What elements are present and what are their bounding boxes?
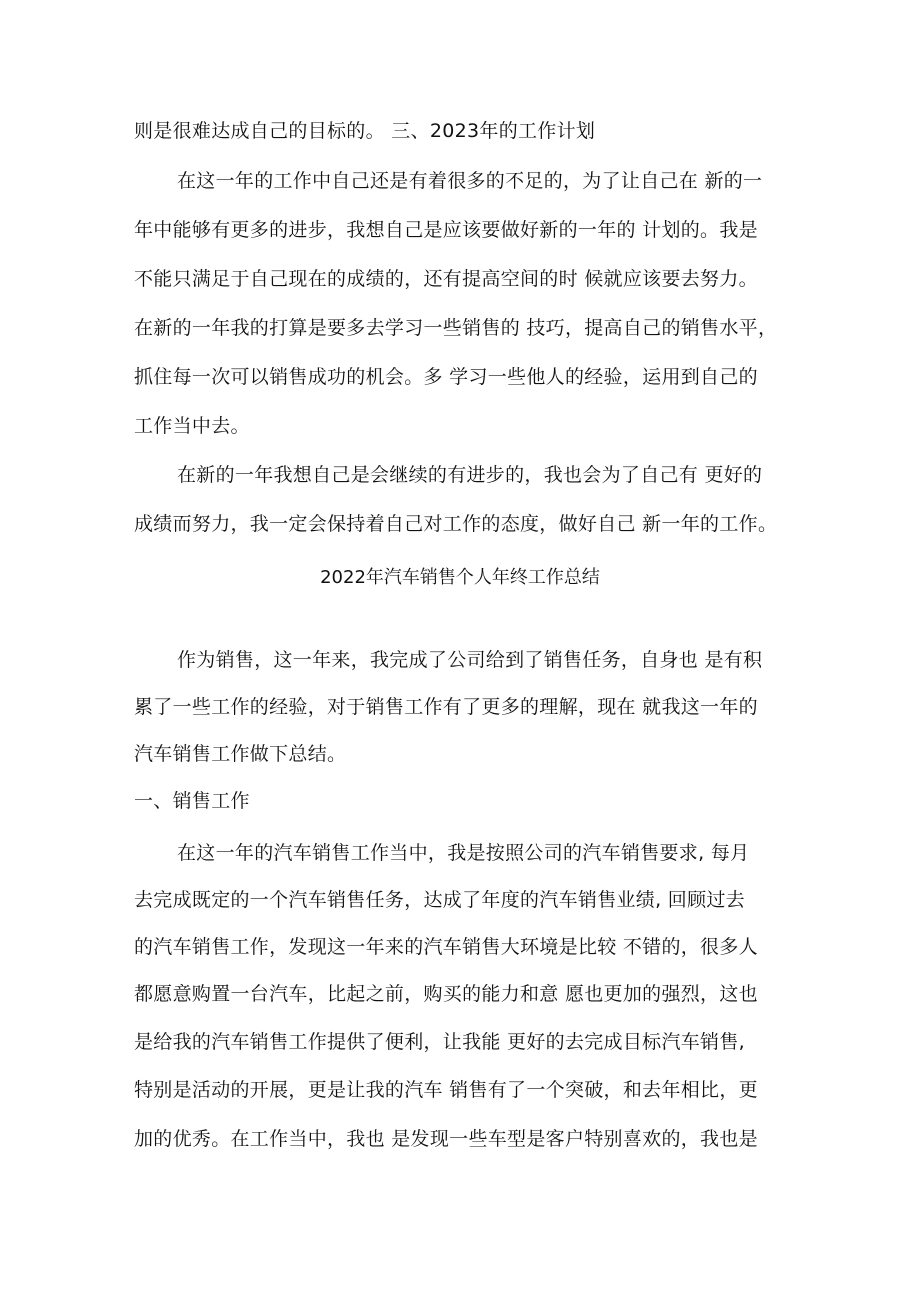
text-line: 在新的一年我的打算是要多去学习一些销售的 技巧，提高自己的销售水平， [134, 317, 778, 339]
text-line: 都愿意购置一台汽车，比起之前，购买的能力和意 愿也更加的强烈，这也 [134, 983, 758, 1005]
text-line: 抓住每一次可以销售成功的机会。多 学习一些他人的经验，运用到自己的 [134, 366, 758, 388]
text-line: 年中能够有更多的进步，我想自己是应该要做好新的一年的 计划的。我是 [134, 219, 758, 241]
text-line: 累了一些工作的经验，对于销售工作有了更多的理解，现在 就我这一年的 [134, 696, 758, 718]
text-line: 不能只满足于自己现在的成绩的，还有提高空间的时 候就应该要去努力。 [134, 268, 758, 290]
text-line: 工作当中去。 [134, 415, 250, 437]
text-line: 在这一年的工作中自己还是有着很多的不足的，为了让自己在 新的一 [177, 170, 763, 192]
section-heading: 一、销售工作 [134, 790, 250, 812]
text-line: 在这一年的汽车销售工作当中，我是按照公司的汽车销售要求, 每月 [177, 842, 750, 864]
text-line: 在新的一年我想自己是会继续的有进步的，我也会为了自己有 更好的 [177, 464, 763, 486]
text-line: 的汽车销售工作，发现这一年来的汽车销售大环境是比较 不错的，很多人 [134, 936, 758, 958]
document-title: 2022年汽车销售个人年终工作总结 [320, 567, 600, 588]
text-line: 汽车销售工作做下总结。 [134, 743, 347, 765]
text-line: 则是很难达成自己的目标的。 三、2023年的工作计划 [134, 120, 596, 142]
text-line: 加的优秀。在工作当中，我也 是发现一些车型是客户特别喜欢的，我也是 [134, 1128, 758, 1150]
text-line: 特别是活动的开展，更是让我的汽车 销售有了一个突破，和去年相比，更 [134, 1079, 758, 1101]
text-line: 去完成既定的一个汽车销售任务，达成了年度的汽车销售业绩, 回顾过去 [134, 889, 745, 911]
text-line: 成绩而努力，我一定会保持着自己对工作的态度，做好自己 新一年的工作。 [134, 513, 778, 535]
text-line: 是给我的汽车销售工作提供了便利，让我能 更好的去完成目标汽车销售, [134, 1031, 745, 1053]
text-line: 作为销售，这一年来，我完成了公司给到了销售任务，自身也 是有积 [177, 649, 763, 671]
